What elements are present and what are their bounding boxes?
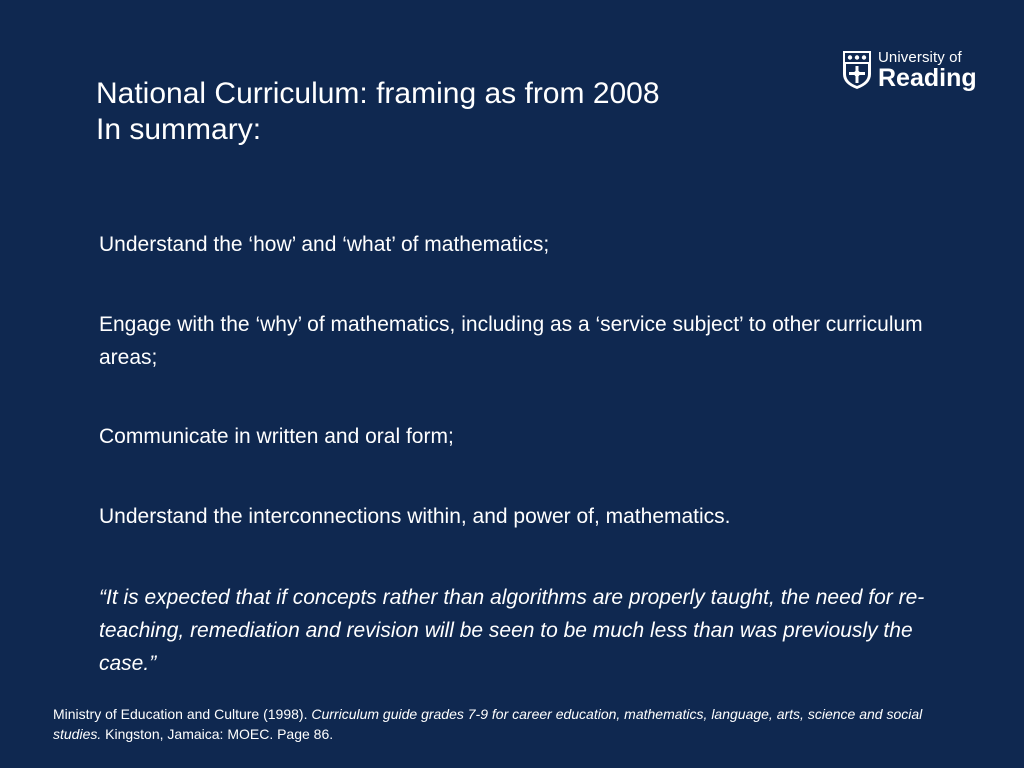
slide-title [96,76,816,148]
citation [53,704,953,744]
title-line-1: National Curriculum: framing as from 2008 [96,77,660,110]
summary-item: Engage with the ‘why’ of mathematics, including as a ‘service subject’ to other curriculum areas; [99,313,923,369]
logo-line-2: Reading [878,63,977,92]
citation-page: Page 86. [277,726,334,742]
citation-author: Ministry of Education and Culture (1998). [53,706,308,722]
logo-line-1: University of [878,48,962,66]
summary-item: Understand the ‘how’ and ‘what’ of mathematics; [99,233,550,256]
university-shield-icon [842,50,872,90]
citation-title: Curriculum guide grades 7-9 for career education, mathematics, language, arts, science and social studies. [53,706,923,742]
summary-item: Understand the interconnections within, and power of, mathematics. [99,505,731,528]
summary-item: Communicate in written and oral form; [99,425,454,448]
university-logo [842,48,977,92]
logo-text [878,50,977,91]
title-line-2: In summary: [96,113,262,146]
quotation: “It is expected that if concepts rather than algorithms are properly taught, the need for re-teaching, remediation and revision will be seen to be much less than was previously the case.” [99,586,925,675]
citation-publisher: Kingston, Jamaica: MOEC. [105,726,274,742]
